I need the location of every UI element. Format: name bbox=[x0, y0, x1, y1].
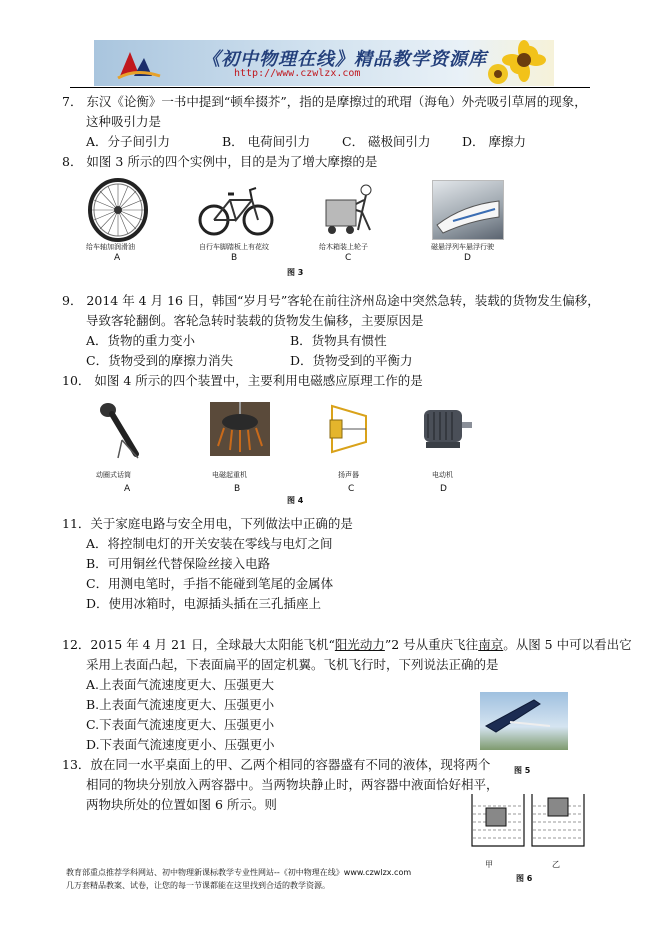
banner-title: 《初中物理在线》精品教学资源库 bbox=[202, 49, 487, 70]
q12-line1 bbox=[62, 635, 632, 655]
footer-line1: 教育部重点推荐学科网站、初中物理新课标教学专业性网站--《初中物理在线》www.czwlzx.com bbox=[66, 868, 412, 877]
banner-url: http://www.czwlzx.com bbox=[234, 68, 361, 79]
q13-label-yi: 乙 bbox=[552, 860, 560, 869]
q7-option-c: C． 磁极间引力 bbox=[342, 134, 431, 149]
q13-line2: 相同的物块分别放入两容器中。当两物块静止时，两容器中液面恰好相平， bbox=[86, 777, 499, 792]
q12-line2: 采用上表面凸起，下表面扁平的固定机翼。飞机飞行时，下列说法正确的是 bbox=[86, 657, 499, 672]
q8-letter-b: B bbox=[231, 253, 238, 263]
q12-plane-name: 阳光动力 bbox=[334, 637, 385, 652]
q9-line1: 9． 2014 年 4 月 16 日，韩国“岁月号”客轮在前往济州岛途中突然急转，装载的货物发生偏移， bbox=[62, 293, 600, 308]
q11-stem: 11．关于家庭电路与安全用电，下列做法中正确的是 bbox=[62, 516, 353, 531]
wheel-image bbox=[78, 178, 158, 242]
q9-option-c: C．货物受到的摩擦力消失 bbox=[86, 353, 234, 368]
q10-caption-c: 扬声器 bbox=[338, 471, 359, 479]
q10-stem: 10． 如图 4 所示的四个装置中，主要利用电磁感应原理工作的是 bbox=[62, 373, 423, 388]
q13-line1: 13．放在同一水平桌面上的甲、乙两个相同的容器盛有不同的液体，现将两个 bbox=[62, 757, 491, 772]
q12-option-d: D.下表面气流速度更小、压强更小 bbox=[86, 737, 275, 752]
q10-letter-b: B bbox=[234, 484, 241, 494]
solar-plane-image bbox=[480, 692, 568, 750]
q12-option-a: A.上表面气流速度更大、压强更大 bbox=[86, 677, 275, 692]
containers-figure bbox=[468, 790, 592, 852]
footer bbox=[66, 866, 411, 892]
q10-letter-a: A bbox=[124, 484, 131, 494]
q8-letter-a: A bbox=[114, 253, 121, 263]
q8-caption-c: 给木箱装上轮子 bbox=[319, 243, 368, 251]
q7-option-a: A．分子间引力 bbox=[86, 134, 171, 149]
speaker-image bbox=[322, 398, 376, 460]
q12-line1a: 12．2015 年 4 月 21 日，全球最大太阳能飞机“ bbox=[62, 637, 335, 652]
q10-letter-c: C bbox=[348, 484, 355, 494]
q8-caption-a: 给车轴加润滑油 bbox=[86, 243, 135, 251]
q13-label-jia: 甲 bbox=[485, 860, 493, 869]
header-rule bbox=[70, 87, 590, 88]
q9-option-d: D．货物受到的平衡力 bbox=[290, 353, 413, 368]
q13-line3: 两物块所处的位置如图 6 所示。则 bbox=[86, 797, 277, 812]
electric-motor-image bbox=[418, 404, 474, 452]
q8-letter-d: D bbox=[464, 253, 471, 263]
q11-option-a: A．将控制电灯的开关安装在零线与电灯之间 bbox=[86, 536, 333, 551]
sunflower-icon bbox=[484, 40, 554, 86]
bicycle-image bbox=[198, 180, 274, 240]
q7-option-b: B． 电荷间引力 bbox=[222, 134, 311, 149]
q12-line1e: 。从图 5 中可以看出它 bbox=[503, 637, 632, 652]
q11-option-c: C．用测电笔时，手指不能碰到笔尾的金属体 bbox=[86, 576, 334, 591]
q11-option-b: B．可用铜丝代替保险丝接入电路 bbox=[86, 556, 271, 571]
q7-option-d: D． 摩擦力 bbox=[462, 134, 526, 149]
logo-icon bbox=[116, 46, 162, 82]
q8-caption-b: 自行车脚踏板上有花纹 bbox=[199, 243, 269, 251]
q12-option-b: B.上表面气流速度更大、压强更小 bbox=[86, 697, 275, 712]
q12-city: 南京 bbox=[478, 637, 504, 652]
q9-option-b: B．货物具有惯性 bbox=[290, 333, 387, 348]
q10-caption-b: 电磁起重机 bbox=[212, 471, 247, 479]
q9-option-a: A．货物的重力变小 bbox=[86, 333, 196, 348]
maglev-train-image bbox=[432, 180, 504, 240]
box-cart-image bbox=[320, 180, 380, 240]
q9-line2: 导致客轮翻倒。客轮急转时装载的货物发生偏移，主要原因是 bbox=[86, 313, 424, 328]
q7-line1: 7． 东汉《论衡》一书中提到“顿牟掇芥”，指的是摩擦过的玳瑁（海龟）外壳吸引草屑的现象， bbox=[62, 94, 587, 109]
q7-line2: 这种吸引力是 bbox=[86, 114, 162, 129]
header-banner bbox=[94, 40, 554, 86]
footer-line2: 几万套精品教案、试卷，让您的每一节课都能在这里找到合适的教学资源。 bbox=[66, 881, 330, 890]
q8-stem: 8． 如图 3 所示的四个实例中，目的是为了增大摩擦的是 bbox=[62, 154, 378, 169]
q10-caption-a: 动圈式话筒 bbox=[96, 471, 131, 479]
figure-3-label: 图 3 bbox=[287, 268, 304, 277]
q10-caption-d: 电动机 bbox=[432, 471, 453, 479]
microphone-image bbox=[92, 400, 148, 462]
q8-letter-c: C bbox=[345, 253, 352, 263]
crane-magnet-image bbox=[210, 402, 270, 456]
q12-option-c: C.下表面气流速度更大、压强更小 bbox=[86, 717, 275, 732]
q12-line1c: ”2 号从重庆飞往 bbox=[384, 637, 479, 652]
figure-5-label: 图 5 bbox=[514, 766, 531, 775]
q8-caption-d: 磁悬浮列车悬浮行驶 bbox=[431, 243, 494, 251]
figure-4-label: 图 4 bbox=[287, 496, 304, 505]
q10-letter-d: D bbox=[440, 484, 447, 494]
q11-option-d: D．使用冰箱时，电源插头插在三孔插座上 bbox=[86, 596, 322, 611]
figure-6-label: 图 6 bbox=[516, 874, 533, 883]
